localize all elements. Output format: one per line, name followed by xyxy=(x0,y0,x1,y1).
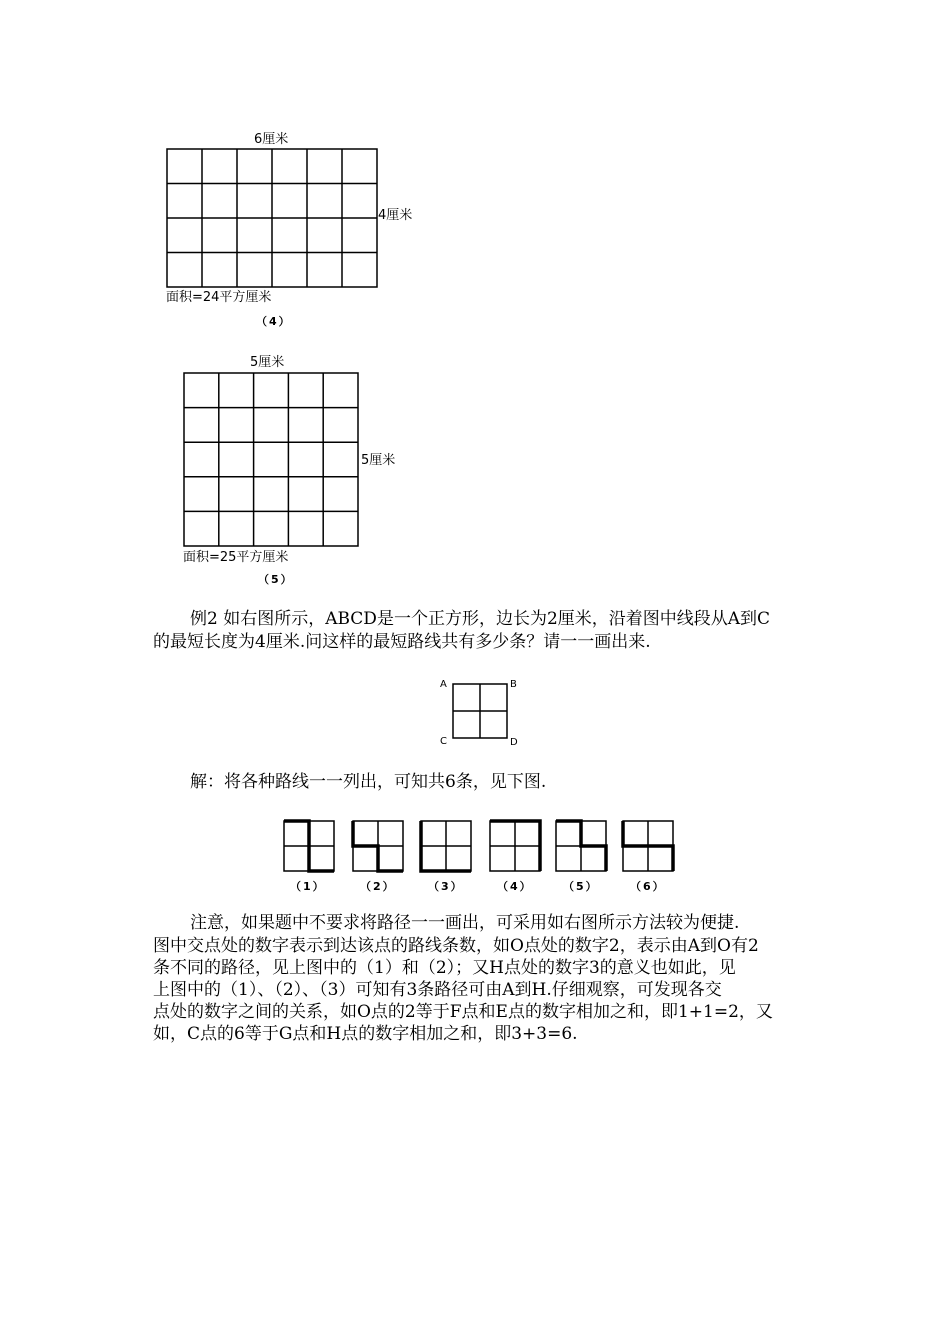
example2-line1: 例2 如右图所示，ABCD是一个正方形，边长为2厘米，沿着图中线段从A到C xyxy=(190,609,771,629)
note-line2: 图中交点处的数字表示到达该点的路线条数，如O点处的数字2，表示由A到O有2 xyxy=(153,936,759,956)
route-1 xyxy=(283,820,335,872)
figure5-top-label: 5厘米 xyxy=(250,355,285,370)
figure5-grid xyxy=(183,372,359,547)
figure4-caption: （4） xyxy=(256,315,292,328)
note-line4: 上图中的（1）、（2）、（3）可知有3条路径可由A到H.仔细观察，可发现各交 xyxy=(153,980,722,1000)
corner-c-label: C xyxy=(440,736,447,747)
route-6-caption: （6） xyxy=(630,880,666,893)
figure4-grid xyxy=(166,148,378,288)
corner-a-label: A xyxy=(440,679,447,690)
route-4-caption: （4） xyxy=(497,880,533,893)
note-line3: 条不同的路径，见上图中的（1）和（2）；又H点处的数字3的意义也如此，见 xyxy=(153,958,736,978)
route-3 xyxy=(420,820,472,872)
route-5-caption: （5） xyxy=(563,880,599,893)
route-6 xyxy=(622,820,674,872)
route-5 xyxy=(555,820,607,872)
route-4 xyxy=(489,820,541,872)
route-2 xyxy=(352,820,404,872)
corner-b-label: B xyxy=(510,679,517,690)
figure4-area-label: 面积=24平方厘米 xyxy=(166,290,272,305)
figure4-side-label: 4厘米 xyxy=(378,208,413,223)
solution-text: 解：将各种路线一一列出，可知共6条，见下图. xyxy=(190,772,547,792)
figure5-caption: （5） xyxy=(258,573,294,586)
route-3-caption: （3） xyxy=(428,880,464,893)
square-abcd xyxy=(452,683,508,739)
example2-line2: 的最短长度为4厘米.问这样的最短路线共有多少条？请一一画出来. xyxy=(153,632,651,652)
route-1-caption: （1） xyxy=(290,880,326,893)
note-line6: 如，C点的6等于G点和H点的数字相加之和，即3+3=6. xyxy=(153,1024,578,1044)
figure5-side-label: 5厘米 xyxy=(361,453,396,468)
figure4-top-label: 6厘米 xyxy=(254,132,289,147)
route-2-caption: （2） xyxy=(360,880,396,893)
note-line1: 注意，如果题中不要求将路径一一画出，可采用如右图所示方法较为便捷. xyxy=(190,913,740,933)
figure5-area-label: 面积=25平方厘米 xyxy=(183,550,289,565)
note-line5: 点处的数字之间的关系，如O点的2等于F点和E点的数字相加之和，即1+1=2，又 xyxy=(153,1002,773,1022)
corner-d-label: D xyxy=(510,737,518,748)
